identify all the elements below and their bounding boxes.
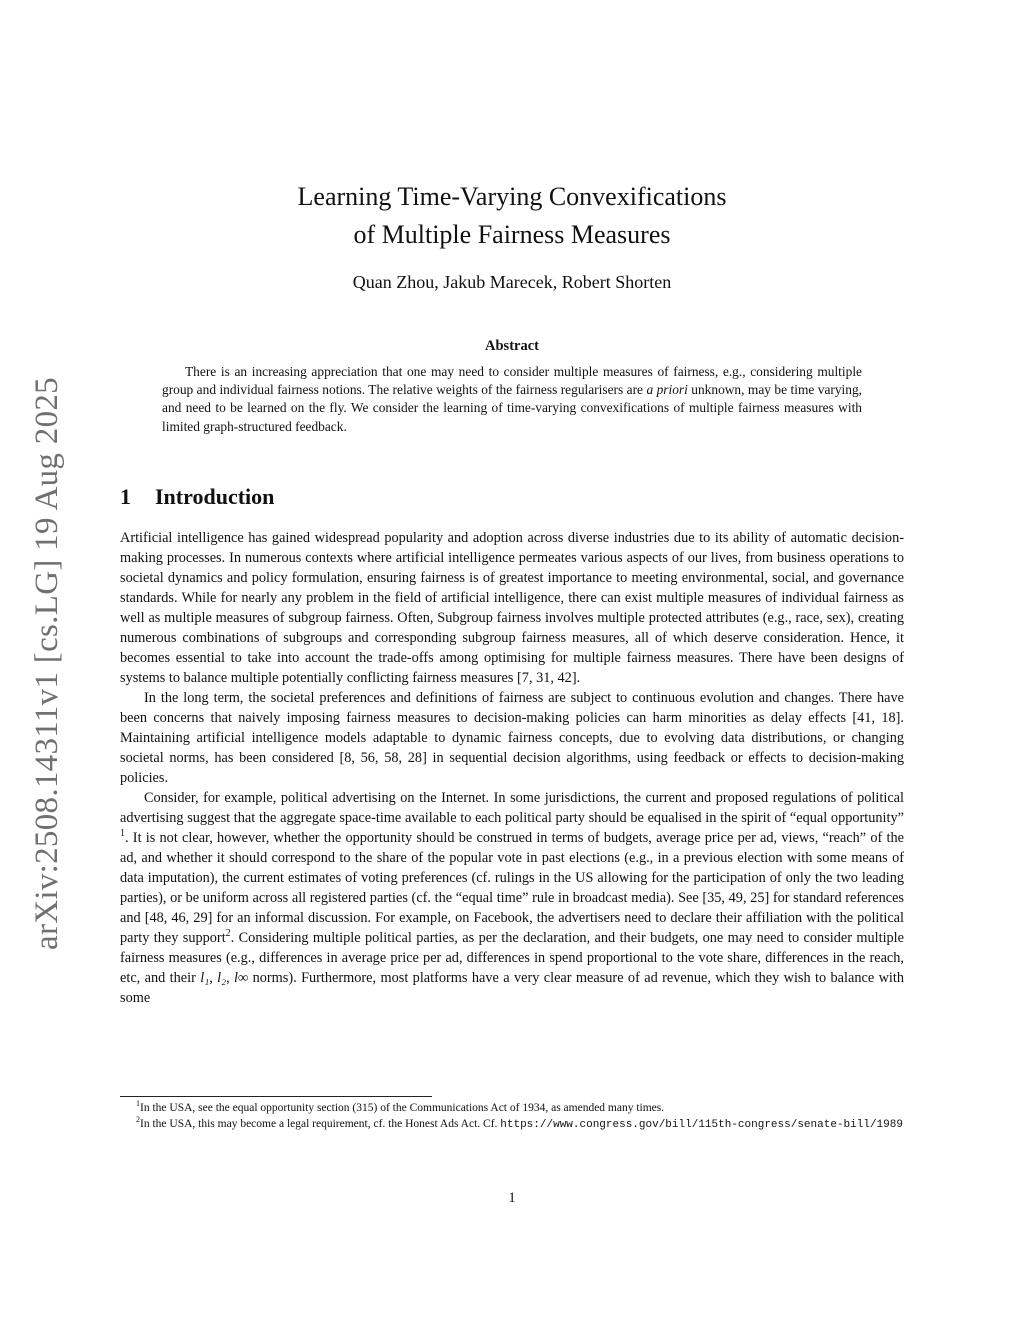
paragraph-3-part-a: Consider, for example, political advertising on the Internet. In some jurisdictions, the current and proposed regulations of political advertising suggest that the aggregate space-time available to each political party should be equalised in the spirit of “equal opportunity” <box>120 790 904 826</box>
abstract-part-2: unknown, may be time varying, and need to be learned on the fly. We consider the learning of time-varying convexifications of multiple fairness measures with limited graph-structured feedback. <box>162 382 863 434</box>
introduction-body <box>120 528 904 1008</box>
footnotes <box>120 1100 904 1133</box>
footnote-2 <box>120 1116 904 1133</box>
arxiv-identifier: arXiv:2508.14311v1 [cs.LG] 19 Aug 2025 <box>28 376 65 950</box>
author-list: Quan Zhou, Jakub Marecek, Robert Shorten <box>352 272 672 292</box>
footnote-2-text: In the USA, this may become a legal requirement, cf. the Honest Ads Act. Cf. <box>140 1118 501 1130</box>
footnote-1 <box>120 1100 904 1116</box>
footnote-ref-1[interactable]: 1 <box>120 828 125 840</box>
paragraph-3-part-c: . Considering multiple political parties, as per the declaration, and their budgets, one may need to consider multiple fairness measures (e.g., differences in average price per ad, differences in spend proportional to the vote share, differences in the reach, etc, and their <box>120 930 905 986</box>
paragraph-3-part-d: norms). Furthermore, most platforms have a very clear measure of ad revenue, which they wish to balance with some <box>120 970 904 1006</box>
section-title: Introduction <box>155 484 275 509</box>
section-number: 1 <box>120 484 131 509</box>
norm-symbols: l₁, l₂, l∞ <box>200 970 249 986</box>
footnote-ref-2[interactable]: 2 <box>225 928 231 940</box>
footnote-divider <box>120 1096 432 1097</box>
title-line-1: Learning Time-Varying Convexifications <box>297 182 727 211</box>
paper-title <box>120 178 904 254</box>
paragraph-3-part-b: . It is not clear, however, whether the opportunity should be construed in terms of budgets, average price per ad, views, “reach” of the ad, and whether it should correspond to the share of the popular vote in past elections (e.g., in a previous election with some means of data imputation), the current estimates of voting preferences (cf. rulings in the US allowing for the participation of only the two leading parties), or be uniform across all registered parties (cf. the “equal time” rule in broadcast media). See [35, 49, 25] for standard references and [48, 46, 29] for an informal discussion. For example, on Facebook, the advertisers need to declare their affiliation with the political party they support <box>120 830 904 946</box>
footnote-2-mark: 2 <box>136 1115 141 1125</box>
arxiv-side-stamp <box>12 368 82 958</box>
paragraph-2: In the long term, the societal preferences and definitions of fairness are subject to continuous evolution and changes. There have been concerns that naively imposing fairness measures to decision-making policies can harm minorities as delay effects [41, 18]. Maintaining artificial intelligence models adaptable to dynamic fairness concepts, due to evolving data distributions, or changing societal norms, has been considered [8, 56, 58, 28] in sequential decision algorithms, using feedback or effects to decision-making policies. <box>120 690 904 786</box>
paragraph-1: Artificial intelligence has gained widespread popularity and adoption across diverse industries due to its ability of automatic decision-making processes. In numerous contexts where artificial intelligence permeates various aspects of our lives, from business operations to societal dynamics and policy formulation, ensuring fairness is of greatest importance to meeting environmental, social, and governance standards. While for nearly any problem in the field of artificial intelligence, there can exist multiple measures of individual fairness as well as multiple measures of subgroup fairness. Often, Subgroup fairness involves multiple protected attributes (e.g., race, sex), creating numerous combinations of subgroups and corresponding subgroup fairness measures, all of which deserve consideration. Hence, it becomes essential to take into account the trade-offs among optimising for multiple fairness measures. There have been designs of systems to balance multiple potentially conflicting fairness measures [7, 31, 42]. <box>120 530 904 686</box>
footnote-1-mark: 1 <box>136 1099 141 1109</box>
abstract-part-1: There is an increasing appreciation that one may need to consider multiple measures of fairness, e.g., considering multiple group and individual fairness notions. The relative weights of the fairness regularisers are <box>162 364 862 398</box>
paragraph-3 <box>120 788 904 1008</box>
section-heading <box>120 484 274 510</box>
title-line-2: of Multiple Fairness Measures <box>353 220 671 249</box>
page-number: 1 <box>508 1190 516 1206</box>
footnote-1-text: In the USA, see the equal opportunity section (315) of the Communications Act of 1934, as amended many times. <box>140 1102 665 1114</box>
footnote-2-link[interactable]: https://www.congress.gov/bill/115th-congress/senate-bill/1989 <box>500 1119 903 1131</box>
abstract-text <box>162 363 862 436</box>
abstract-emphasis: a priori <box>646 382 688 398</box>
abstract-heading: Abstract <box>485 338 539 354</box>
